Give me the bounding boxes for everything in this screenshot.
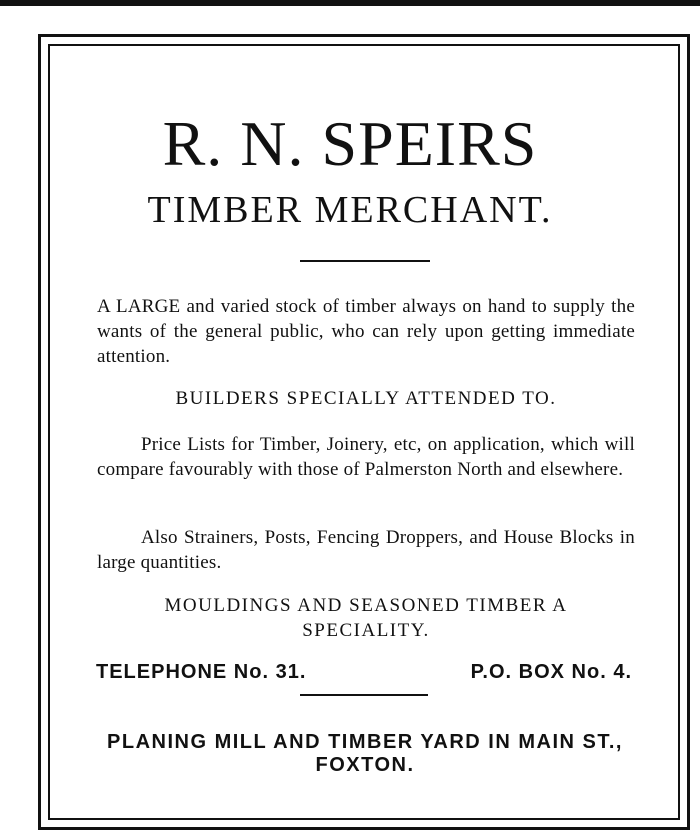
telephone-number: TELEPHONE No. 31. — [96, 661, 307, 683]
divider-top — [300, 260, 430, 262]
mill-address-line-1: PLANING MILL AND TIMBER YARD IN MAIN ST., — [107, 731, 623, 753]
mill-address-line-2: FOXTON. — [315, 754, 415, 776]
merchant-name: R. N. SPEIRS — [162, 108, 538, 179]
mouldings-speciality — [97, 593, 635, 643]
divider-bottom — [300, 694, 428, 696]
mouldings-line-1: MOULDINGS AND SEASONED TIMBER A — [164, 595, 568, 616]
price-lists-paragraph: Price Lists for Timber, Joinery, etc, on application, which will compare favourably with those of Palmerston North and elsewhere. — [97, 434, 635, 480]
top-page-rule — [0, 0, 700, 6]
po-box-number: P.O. BOX No. 4. — [470, 661, 632, 683]
merchant-trade: TIMBER MERCHANT. — [147, 189, 553, 231]
intro-paragraph: A LARGE and varied stock of timber always on hand to supply the wants of the general public, who can rely upon getting immediate attention. — [97, 296, 635, 367]
builders-line: BUILDERS SPECIALLY ATTENDED TO. — [175, 388, 557, 409]
strainers-paragraph: Also Strainers, Posts, Fencing Droppers, and House Blocks in large quantities. — [97, 527, 635, 573]
mouldings-line-2: SPECIALITY. — [302, 620, 430, 641]
